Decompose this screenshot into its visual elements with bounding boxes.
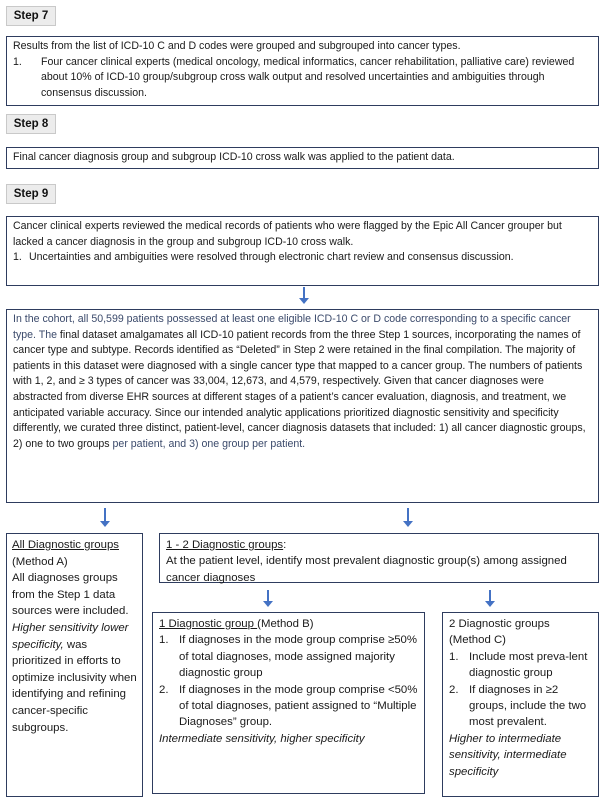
step-8-label: Step 8	[6, 114, 56, 134]
arrow-down-icon	[485, 590, 495, 608]
one-two-groups-heading	[166, 537, 592, 553]
summary-text	[13, 312, 592, 452]
method-c-item	[449, 682, 592, 731]
method-b-box	[152, 612, 425, 794]
summary-part-2: final dataset amalgamates all ICD-10 patient records from the three Step 1 sources, incorporating the names of cancer type and subtype. Records identified as “Deleted” in Step 2 were retained in the final compilation. The majority of patients in this dataset were diagnosed with a single cancer type that mapped to a cancer group. The numbers of patients with 1, 2, and ≥ 3 types of cancer was 33,004, 12,673, and 4,579, respectively. Given that cancer diagnoses were abstracted from diverse EHR sources at different stages of a patient’s cancer evaluation, diagnosis, and treatment, we anticipated variable accuracy. Since our intended analytic applications prioritized diagnostic sensitivity and specificity differently, we curated three distinct, patient-level, cancer diagnosis datasets that included: 1) all cancer diagnostic groups, 2) one to two groups	[13, 328, 586, 450]
item-text: If diagnoses in the mode group comprise <50% of total diagnoses, patient assigned to “Multiple Diagnoses” group.	[179, 683, 418, 729]
method-b-heading	[159, 616, 418, 632]
method-b-subtitle: (Method B)	[257, 618, 314, 630]
step-9-item	[13, 250, 592, 266]
item-number: 1.	[449, 650, 459, 663]
arrow-down-icon	[403, 508, 413, 528]
item-number: 1.	[13, 251, 22, 264]
item-number: 2.	[159, 683, 169, 696]
method-c-box	[442, 612, 599, 797]
method-a-subtitle: (Method A)	[12, 555, 68, 568]
arrow-down-icon	[299, 287, 309, 305]
method-c-title: 2 Diagnostic groups	[449, 618, 550, 630]
colon: :	[283, 539, 287, 551]
item-text: Four cancer clinical experts (medical oncology, medical informatics, cancer rehabilitation, palliative care) reviewed about 10% of ICD-10 group/subgroup cross walk output and resolved uncertainties and ambiguities through consensus discussion.	[41, 55, 575, 99]
item-number: 1.	[159, 634, 169, 647]
step-9-intro: Cancer clinical experts reviewed the medical records of patients who were flagged by the Epic All Cancer grouper but lacked a cancer diagnosis in the group and subgroup ICD-10 cross walk.	[13, 220, 562, 248]
step-7-label: Step 7	[6, 6, 56, 26]
one-two-groups-text: At the patient level, identify most prevalent diagnostic group(s) among assigned cancer diagnoses	[166, 555, 567, 584]
method-b-title: 1 Diagnostic group	[159, 618, 258, 630]
summary-part-1: In the cohort, all 50,599 patients possessed at least one eligible ICD-10 C or D code corresponding to a specific cancer type. The	[13, 313, 571, 341]
one-two-groups-box	[159, 533, 599, 583]
arrow-down-icon	[100, 508, 110, 528]
summary-box	[6, 309, 599, 503]
item-number: 2.	[449, 683, 459, 696]
step-9-box	[6, 216, 599, 286]
method-a-description	[12, 570, 137, 736]
item-text: If diagnoses in ≥2 groups, include the two most prevalent.	[469, 683, 587, 729]
one-two-groups-title: 1 - 2 Diagnostic groups	[166, 539, 284, 551]
method-c-item	[449, 649, 592, 682]
step-8-box	[6, 147, 599, 169]
arrow-down-icon	[263, 590, 273, 608]
method-b-note: Intermediate sensitivity, higher specificity	[159, 732, 365, 745]
item-number: 1.	[13, 55, 22, 68]
summary-part-3: per patient, and 3) one group per patient.	[109, 437, 306, 450]
step-9-label: Step 9	[6, 184, 56, 204]
method-a-title: All Diagnostic groups	[12, 539, 119, 551]
item-text: If diagnoses in the mode group comprise ≥50% of total diagnoses, mode assigned majority diagnostic group	[179, 634, 417, 680]
method-b-item	[159, 632, 418, 681]
item-text: Include most preva-lent diagnostic group	[469, 650, 588, 680]
item-text: Uncertainties and ambiguities were resolved through electronic chart review and consensus discussion.	[29, 251, 514, 264]
method-a-box	[6, 533, 143, 797]
method-b-item	[159, 682, 418, 731]
step-8-text: Final cancer diagnosis group and subgroup ICD-10 cross walk was applied to the patient data.	[13, 151, 455, 163]
method-c-subtitle: (Method C)	[449, 634, 506, 647]
step-7-intro: Results from the list of ICD-10 C and D codes were grouped and subgrouped into cancer types.	[13, 40, 461, 52]
method-a-text: All diagnoses groups from the Step 1 data sources were included.	[12, 572, 129, 618]
step-7-item	[13, 55, 592, 102]
method-a-text-2: was prioritized in efforts to optimize inclusivity when identifying and refining cancer-specific subgroups.	[12, 638, 137, 734]
step-7-box	[6, 36, 599, 106]
method-a-italic: Higher sensitivity lower specificity,	[12, 621, 129, 651]
method-c-note: Higher to intermediate sensitivity, intermediate specificity	[449, 732, 567, 778]
